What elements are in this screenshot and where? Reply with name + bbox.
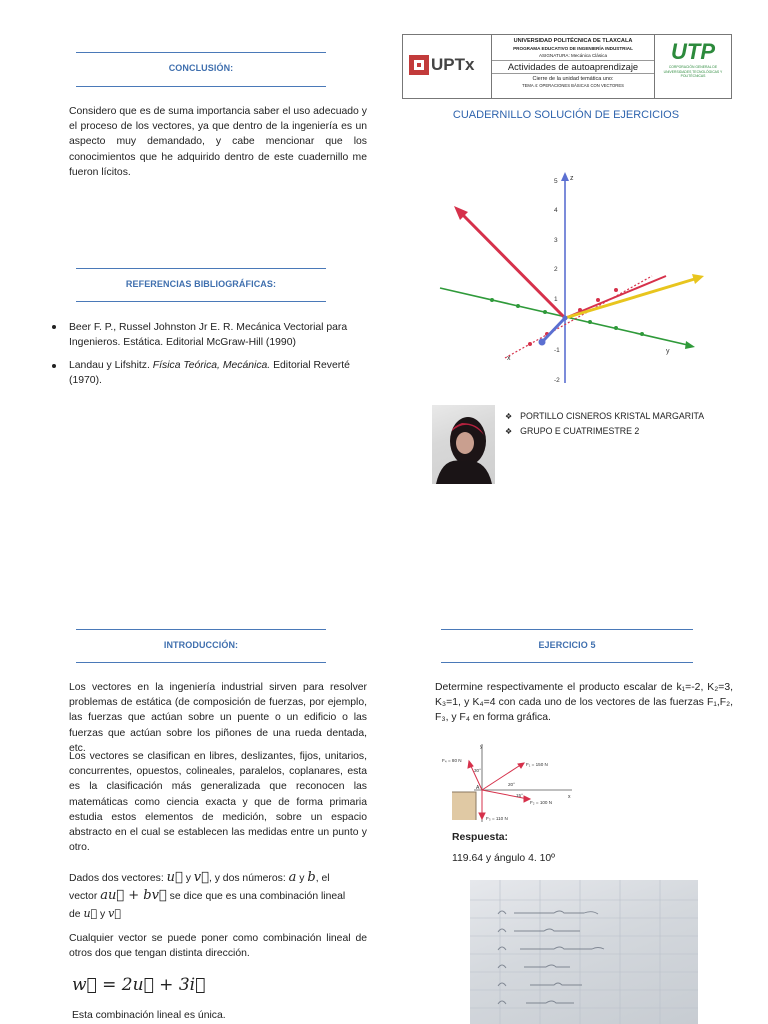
math-v-2: v⃗ — [108, 907, 121, 920]
intro-p3-and: y — [185, 873, 191, 884]
reference-item-1: Beer F. P., Russel Johnston Jr E. R. Mecánica Vectorial para Ingenieros. Estática. Editorial McGraw-Hill (1990) — [69, 322, 348, 349]
conclusion-text: Considero que es de suma importancia saber el uso adecuado y el proceso de los vectores, ya que dentro de la ingeniería es un aspecto muy demandado, y cabe mencionar que los conocimientos que he adquirido dentro de este cuadernillo me fueron lícitos. — [69, 106, 367, 178]
yellow-vector — [565, 278, 698, 318]
exercise-heading: EJERCICIO 5 — [538, 640, 596, 650]
angle-label-15: 15° — [516, 793, 523, 798]
red-vector — [460, 212, 565, 318]
z-tick-labels — [554, 178, 560, 384]
y-axis-label: y — [666, 348, 670, 355]
math-u: u⃗ — [166, 870, 183, 885]
angle-label-30: 30° — [474, 768, 481, 773]
intro-heading: INTRODUCCIÓN: — [163, 640, 239, 650]
math-u-2: u⃗ — [83, 907, 98, 920]
intro-paragraph-3 — [69, 869, 369, 923]
intro-p3-vector: vector — [69, 891, 98, 902]
cover-title: CUADERNILLO SOLUCIÓN DE EJERCICIOS — [452, 109, 680, 121]
intro-paragraph-5: Esta combinación lineal es única. — [72, 1010, 226, 1021]
z-tick-label: 5 — [554, 178, 558, 185]
header-program: PROGRAMA EDUCATIVO DE INGENIERÍA INDUSTRIAL — [513, 46, 633, 51]
answer-label: Respuesta: — [452, 832, 509, 843]
notebook-photo — [470, 880, 698, 1024]
math-combination: au⃗ + bv⃗ — [100, 888, 167, 903]
x-axis — [505, 276, 652, 358]
intro-p3-line-1 — [69, 869, 369, 887]
diamond-bullet-icon: ❖ — [505, 427, 513, 436]
z-tick-label: 2 — [554, 266, 558, 273]
math-b: b — [307, 870, 316, 885]
force-label-f3: F₃ = 110 N — [486, 816, 508, 821]
intro-p3-and-3: y — [100, 909, 106, 920]
z-tick-label: -2 — [554, 377, 560, 384]
author-group: GRUPO E CUATRIMESTRE 2 — [520, 426, 640, 436]
reference-bullet — [52, 364, 56, 368]
z-tick-label: 1 — [554, 296, 558, 303]
header-center — [492, 37, 654, 89]
vector-3d-plot — [420, 168, 710, 393]
author-list-item — [505, 424, 704, 439]
z-tick-label: -1 — [554, 347, 560, 354]
diagram-y-label: y — [480, 744, 483, 750]
header-divider-right — [654, 35, 655, 98]
force-label-f2: F₂ = 100 N — [530, 800, 553, 805]
z-tick-label: 4 — [554, 207, 558, 214]
answer-value: 119.64 y ángulo 4. 10º — [452, 853, 555, 864]
uptx-logo-text: UPTx — [431, 55, 475, 74]
blue-vector-tip — [539, 339, 546, 346]
intro-p3-line-2 — [69, 887, 369, 905]
angle-label-20: 20° — [508, 782, 515, 787]
z-tick-label: 3 — [554, 237, 558, 244]
intro-p3-line-3 — [69, 905, 369, 923]
reference-item-2-title: Física Teórica, Mecánica. — [152, 360, 271, 371]
y-axis-arrowhead — [685, 341, 695, 349]
diamond-bullet-icon: ❖ — [505, 412, 513, 421]
utp-logo-subtext: CORPORACIÓN GENERAL DE UNIVERSIDADES TECNOLÓGICAS Y POLITÉCNICAS — [663, 65, 723, 78]
math-a: a — [288, 870, 297, 885]
origin-point — [563, 316, 568, 321]
intro-p3-linear-text: se dice que es una combinación lineal — [169, 891, 346, 902]
header-closure: Cierre de la unidad temática uno: — [532, 76, 614, 82]
reference-item-2-authors: Landau y Lifshitz. — [69, 360, 153, 371]
intro-p3-given-text: Dados dos vectores: — [69, 873, 164, 884]
author-list-item — [505, 409, 704, 424]
exercise-statement: Determine respectivamente el producto escalar de k₁=-2, K₂=3, K₃=1, y K₄=4 con cada uno de los vectores de las fuerzas F₁,F₂, F₃, y F₄ en forma gráfica. — [435, 682, 733, 724]
intro-top-rule — [76, 629, 326, 630]
references-top-rule — [76, 268, 326, 269]
x-axis-label: x — [507, 355, 511, 362]
utp-logo-text: UTP — [671, 39, 715, 64]
header-activity: Actividades de autoaprendizaje — [492, 60, 654, 74]
uptx-logo — [407, 43, 487, 89]
notebook-handwriting — [470, 880, 698, 1024]
support-wall — [452, 792, 476, 820]
header-subject: ASIGNATURA: Mecánica Clásica — [538, 53, 608, 58]
red-vector-2 — [565, 276, 666, 318]
exercise-top-rule — [441, 629, 693, 630]
exercise-bottom-rule — [441, 662, 693, 663]
intro-paragraph-2: Los vectores se clasifican en libres, deslizantes, fijos, unitarios, concurrentes, opuestos, colineales, paralelos, coplanares, esta es la clasificación más generalizada que reconocen las matemáticas como ciencia exacta y que de forma primaria estudia estos elementos de medición, sobre un espacio abstracto en el cual se establecen las medidas entre un punto y otro. — [69, 751, 367, 854]
math-v: v⃗ — [193, 870, 209, 885]
conclusion-bottom-rule — [76, 86, 326, 87]
intro-p3-and-2: y — [299, 873, 305, 884]
intro-p3-numbers-text: , y dos números: — [208, 873, 286, 884]
z-axis-label: z — [570, 175, 574, 182]
conclusion-top-rule — [76, 52, 326, 53]
intro-paragraph-1: Los vectores en la ingeniería industrial sirven para resolver problemas de estática (de composición de fuerzas, por ejemplo, las fuerzas que actúan sobre un puente o un edificio o las fuerzas que actúan sobre los piñones de una rueda dentada, etc. — [69, 682, 367, 754]
references-bottom-rule — [76, 301, 326, 302]
avatar — [432, 405, 495, 484]
reference-item-2 — [69, 358, 369, 388]
reference-bullet — [52, 325, 56, 329]
author-name: PORTILLO CISNEROS KRISTAL MARGARITA — [520, 411, 705, 421]
diagram-x-label: x — [568, 794, 571, 800]
intro-p3-de: de — [69, 909, 81, 920]
blue-vector — [544, 318, 565, 340]
institution-header — [402, 34, 732, 99]
reference-item-2-publisher: Editorial Reverté (1970). — [69, 360, 350, 387]
intro-bottom-rule — [76, 662, 326, 663]
intro-paragraph-4: Cualquier vector se puede poner como combinación lineal de otros dos que tengan distinta dirección. — [69, 933, 367, 960]
z-axis-arrowhead — [561, 172, 569, 181]
header-university: UNIVERSIDAD POLITÉCNICA DE TLAXCALA — [513, 38, 633, 44]
header-topic: TEMA 4: OPERACIONES BÁSICAS CON VECTORES — [522, 83, 624, 88]
conclusion-heading: CONCLUSIÓN: — [168, 63, 234, 73]
author-photo — [432, 405, 495, 484]
force-diagram — [440, 742, 580, 824]
author-list — [505, 409, 704, 439]
utp-logo — [658, 39, 728, 94]
yellow-vector-arrowhead — [692, 274, 704, 284]
references-heading: REFERENCIAS BIBLIOGRÁFICAS: — [125, 279, 277, 289]
intro-p3-el: , el — [315, 873, 330, 884]
intro-formula: w⃗ = 2u⃗ + 3i⃗ — [72, 975, 206, 995]
force-label-f1: F₁ = 150 N — [526, 762, 548, 767]
diagram-origin-label: A — [476, 785, 480, 791]
force-label-f4: F₄ = 80 N — [442, 758, 462, 763]
